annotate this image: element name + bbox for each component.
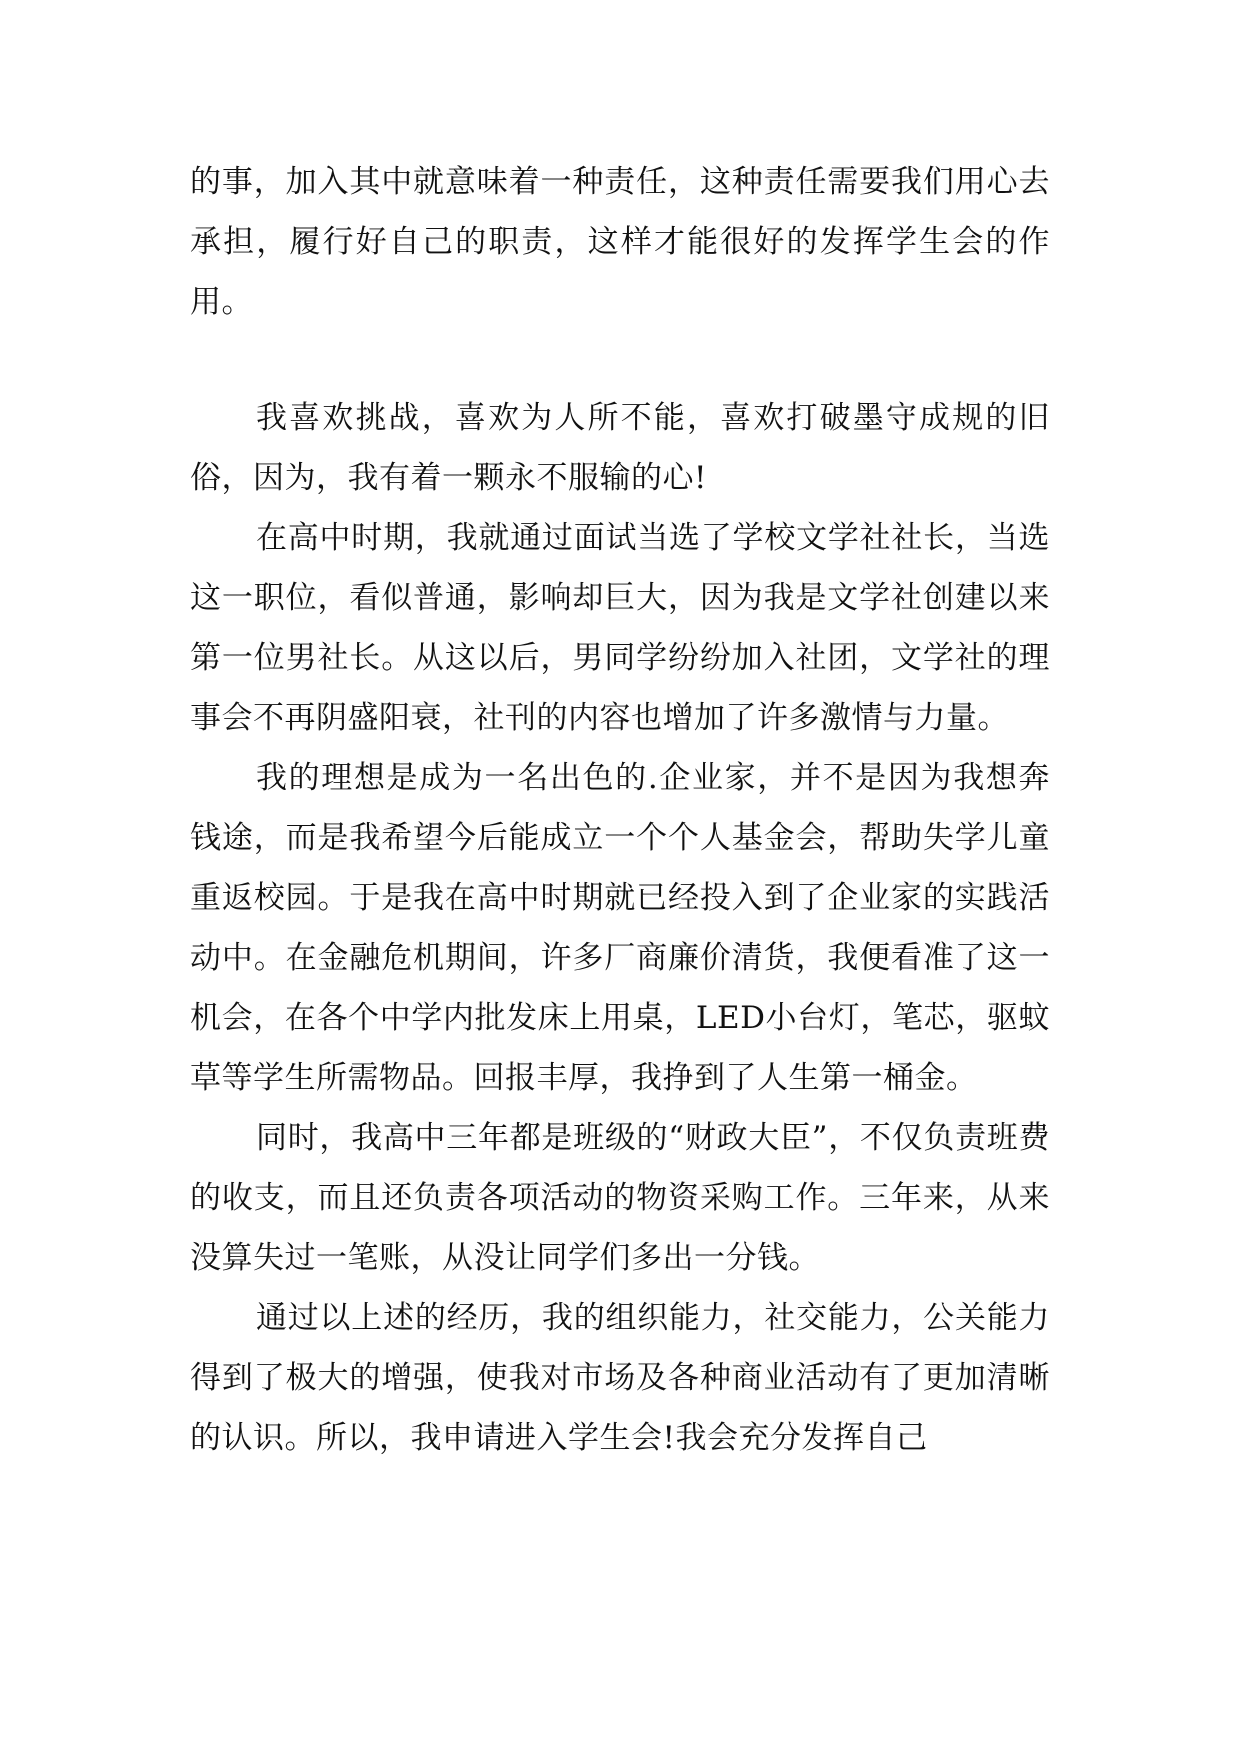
paragraph-literary-club: 在高中时期，我就通过面试当选了学校文学社社长，当选这一职位，看似普通，影响却巨大，因为我是文学社创建以来第一位男社长。从这以后，男同学纷纷加入社团，文学社的理事会不再阴盛阳衰，社刊的内容也增加了许多激情与力量。 xyxy=(190,520,1050,736)
paragraph-finance-minister: 同时，我高中三年都是班级的“财政大臣”，不仅负责班费的收支，而且还负责各项活动的物资采购工作。三年来，从来没算失过一笔账，从没让同学们多出一分钱。 xyxy=(190,1120,1050,1276)
paragraph-gap xyxy=(190,332,1050,388)
paragraph-challenge: 我喜欢挑战，喜欢为人所不能，喜欢打破墨守成规的旧俗，因为，我有着一颗永不服输的心! xyxy=(190,400,1050,496)
paragraph-entrepreneur: 我的理想是成为一名出色的.企业家，并不是因为我想奔钱途，而是我希望今后能成立一个个人基金会，帮助失学儿童重返校园。于是我在高中时期就已经投入到了企业家的实践活动中。在金融危机期间，许多厂商廉价清货，我便看准了这一机会，在各个中学内批发床上用桌，LED小台灯，笔芯，驱蚊草等学生所需物品。回报丰厚，我挣到了人生第一桶金。 xyxy=(190,760,1050,1096)
paragraph-continuation: 的事，加入其中就意味着一种责任，这种责任需要我们用心去承担，履行好自己的职责，这样才能很好的发挥学生会的作用。 xyxy=(190,164,1050,320)
paragraph-conclusion: 通过以上述的经历，我的组织能力，社交能力，公关能力得到了极大的增强，使我对市场及各种商业活动有了更加清晰的认识。所以，我申请进入学生会!我会充分发挥自己 xyxy=(190,1300,1050,1456)
document-body xyxy=(190,152,1050,1468)
